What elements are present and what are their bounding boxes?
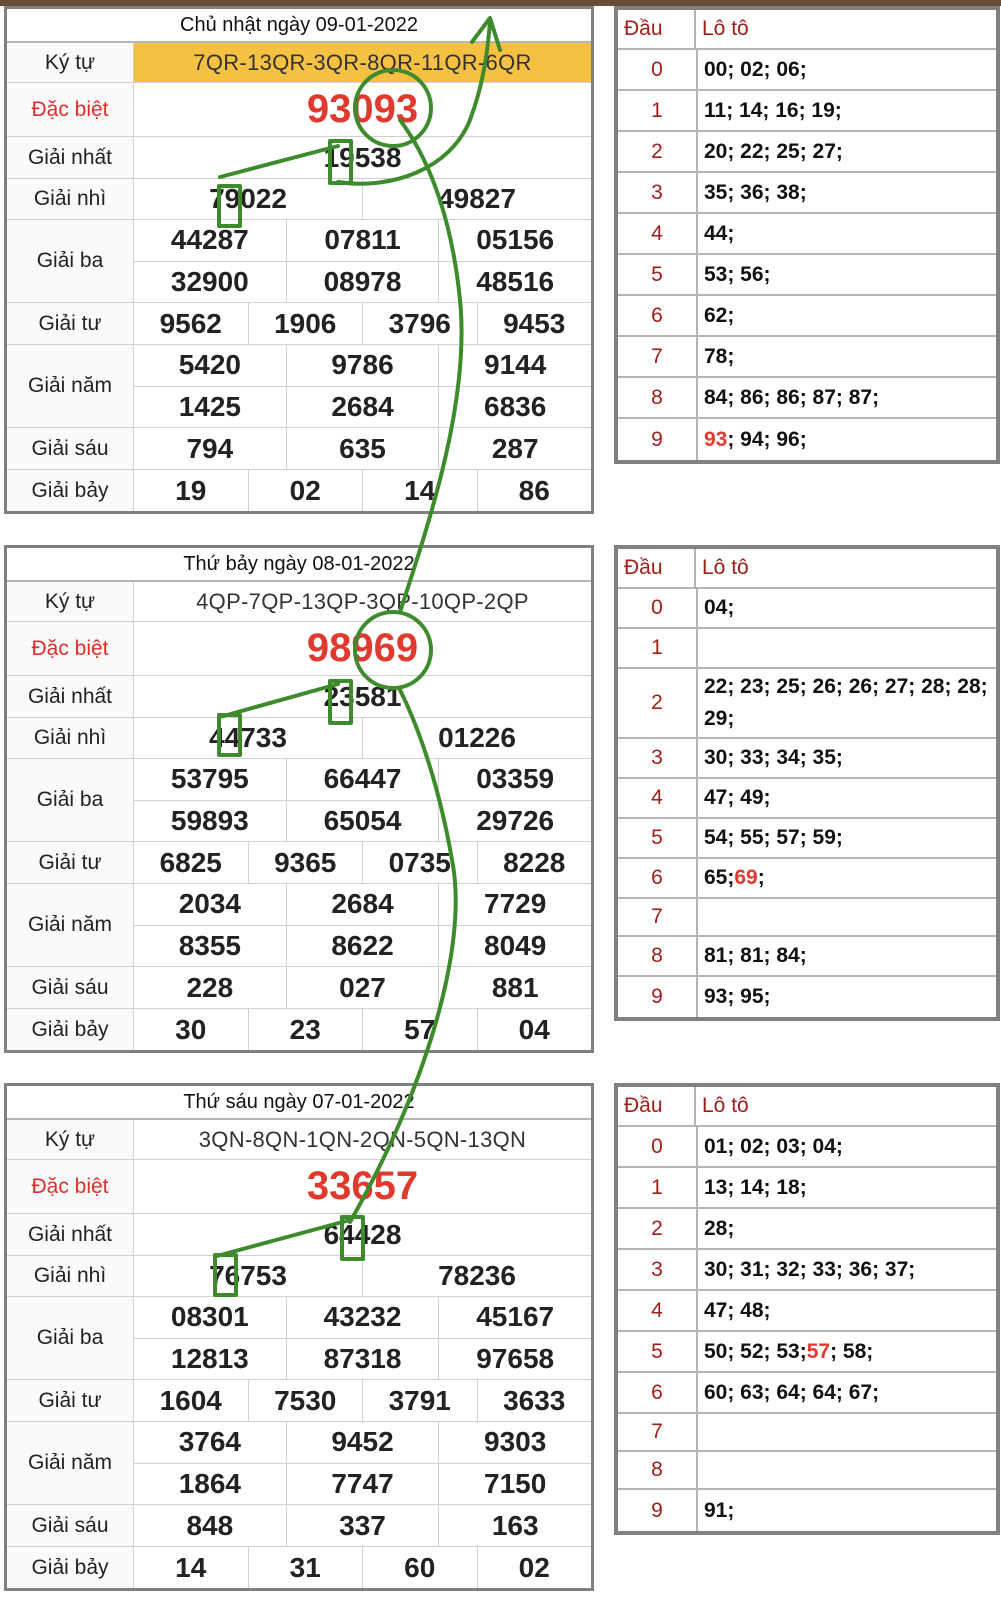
loto-values: 30; 33; 34; 35;	[704, 746, 843, 769]
dacbiet-row	[7, 83, 591, 137]
giai-ba-row	[7, 759, 591, 842]
dau-digit: 5	[618, 1332, 698, 1371]
giai-ba-label: Giải ba	[7, 220, 134, 302]
giai-tu-value: 3791	[362, 1380, 477, 1421]
loto-header-label: Lô tô	[702, 17, 749, 40]
loto-values: 84; 86; 86; 87; 87;	[704, 385, 880, 409]
loto-values	[698, 629, 996, 667]
giai-sau-value: 794	[186, 432, 234, 464]
loto-prefix: 65;	[704, 866, 735, 889]
dacbiet-label: Đặc biệt	[7, 83, 134, 136]
giai-ba-value: 66447	[286, 759, 439, 800]
loto-row	[618, 1250, 996, 1291]
giai-tu-row	[7, 842, 591, 884]
giai-ba-row	[7, 220, 591, 303]
dau-digit: 6	[618, 296, 698, 335]
giai-sau-value: 337	[286, 1505, 439, 1546]
giai-ba-value: 08301	[170, 1301, 249, 1333]
dau-digit: 5	[618, 255, 698, 294]
giai-tu-value: 3796	[362, 303, 477, 344]
loto-row	[618, 629, 996, 669]
giai-bay-value: 57	[362, 1009, 477, 1050]
result-table-2022-01-08	[4, 545, 594, 1053]
loto-prefix: 50; 52; 53;	[704, 1339, 807, 1363]
giai-bay-value: 14	[362, 470, 477, 511]
loto-header	[618, 10, 996, 50]
loto-row	[618, 296, 996, 337]
giai-nhi-value: 76753	[209, 1260, 287, 1291]
giai-nam-label: Giải năm	[7, 345, 134, 427]
giai-sau-value: 163	[438, 1505, 591, 1546]
giai-bay-label: Giải bảy	[7, 1547, 134, 1588]
giai-ba-value: 12813	[170, 1342, 249, 1374]
dau-digit: 8	[618, 378, 698, 417]
dau-digit: 6	[618, 1373, 698, 1412]
loto-table-2022-01-09	[614, 6, 1000, 464]
kytu-label: Ký tự	[7, 43, 134, 82]
giai-nam-value: 9452	[286, 1422, 439, 1463]
giai-nhi-label: Giải nhì	[7, 179, 134, 219]
dau-digit: 9	[618, 419, 698, 460]
giai-tu-row	[7, 1380, 591, 1422]
loto-row	[618, 1490, 996, 1531]
loto-suffix: ; 58;	[830, 1339, 874, 1363]
giai-nhi-value: 78236	[362, 1256, 591, 1296]
giai-sau-value: 027	[286, 967, 439, 1008]
giai-nhi-row	[7, 1256, 591, 1297]
giai-nam-value: 8622	[286, 926, 439, 967]
giai-tu-value: 9562	[159, 307, 222, 339]
dau-header: Đầu	[618, 549, 696, 587]
loto-values: 35; 36; 38;	[704, 180, 807, 204]
giai-ba-label: Giải ba	[7, 1297, 134, 1379]
loto-values	[698, 859, 996, 897]
dau-digit: 7	[618, 899, 698, 935]
giai-bay-row	[7, 470, 591, 511]
giai-nhat-row	[7, 676, 591, 718]
loto-row	[618, 859, 996, 899]
loto-values: 04;	[704, 596, 735, 619]
loto-highlight: 57	[806, 1339, 831, 1363]
loto-values: 81; 81; 84;	[704, 944, 807, 967]
dau-digit: 1	[618, 91, 698, 130]
giai-ba-label: Giải ba	[7, 759, 134, 841]
giai-nam-value: 6836	[438, 387, 591, 428]
loto-table-2022-01-07	[614, 1083, 1000, 1535]
dau-digit: 9	[618, 1490, 698, 1531]
dau-digit: 7	[618, 1414, 698, 1450]
giai-ba-value: 48516	[438, 262, 591, 303]
giai-bay-value: 19	[175, 474, 207, 506]
loto-values: 22; 23; 25; 26; 26; 27; 28; 28; 29;	[704, 675, 988, 730]
giai-nhi-row	[7, 179, 591, 220]
dau-digit: 4	[618, 214, 698, 253]
dau-digit: 8	[618, 937, 698, 975]
loto-values: 00; 02; 06;	[704, 57, 807, 81]
dau-digit: 0	[618, 589, 698, 627]
loto-row	[618, 899, 996, 937]
giai-nam-value: 7729	[438, 884, 591, 925]
giai-tu-value: 8228	[477, 842, 592, 883]
giai-bay-value: 14	[175, 1551, 207, 1583]
giai-ba-value: 44287	[170, 224, 249, 256]
loto-suffix: ; 94; 96;	[727, 427, 807, 451]
loto-values	[698, 419, 996, 460]
giai-nam-value: 5420	[178, 349, 241, 381]
loto-row	[618, 1127, 996, 1168]
loto-row	[618, 1209, 996, 1250]
loto-values	[698, 1452, 996, 1488]
giai-sau-label: Giải sáu	[7, 1505, 134, 1546]
loto-row	[618, 214, 996, 255]
giai-bay-value: 60	[362, 1547, 477, 1588]
giai-ba-value: 87318	[286, 1339, 439, 1380]
giai-sau-value: 287	[438, 428, 591, 469]
loto-row	[618, 589, 996, 629]
loto-values: 13; 14; 18;	[704, 1175, 807, 1199]
giai-nhat-label: Giải nhất	[7, 1214, 134, 1255]
giai-nam-value: 2684	[286, 387, 439, 428]
giai-nhi-label: Giải nhì	[7, 1256, 134, 1296]
loto-row	[618, 378, 996, 419]
dau-digit: 4	[618, 779, 698, 817]
giai-tu-value: 1604	[159, 1384, 222, 1416]
loto-suffix: ;	[757, 866, 765, 889]
giai-nhi-value: 01226	[362, 718, 591, 758]
dau-digit: 1	[618, 1168, 698, 1207]
giai-ba-value: 03359	[438, 759, 591, 800]
giai-nhat-value: 23581	[323, 680, 402, 712]
giai-tu-value: 3633	[477, 1380, 592, 1421]
giai-nhat-row	[7, 137, 591, 179]
loto-values: 11; 14; 16; 19;	[704, 98, 842, 122]
giai-nam-row	[7, 884, 591, 967]
giai-nhat-value: 64428	[323, 1218, 402, 1250]
giai-nam-value: 9303	[438, 1422, 591, 1463]
giai-ba-value: 29726	[438, 801, 591, 842]
giai-ba-value: 45167	[438, 1297, 591, 1338]
giai-ba-value: 32900	[170, 265, 249, 297]
dau-digit: 6	[618, 859, 698, 897]
loto-row	[618, 1168, 996, 1209]
giai-sau-value: 228	[186, 971, 234, 1003]
giai-tu-value: 9365	[248, 842, 363, 883]
dau-digit: 4	[618, 1291, 698, 1330]
giai-nhat-row	[7, 1214, 591, 1256]
giai-bay-value: 02	[477, 1547, 592, 1588]
kytu-row	[7, 43, 591, 83]
loto-row	[618, 1414, 996, 1452]
kytu-value: 3QN-8QN-1QN-2QN-5QN-13QN	[198, 1126, 527, 1152]
giai-nam-value: 8355	[178, 929, 241, 961]
loto-values: 60; 63; 64; 64; 67;	[704, 1380, 880, 1404]
giai-ba-value: 53795	[170, 763, 249, 795]
giai-nam-row	[7, 1422, 591, 1505]
loto-values: 91;	[704, 1498, 735, 1522]
dau-digit: 7	[618, 337, 698, 376]
dau-header: Đầu	[618, 1087, 696, 1125]
giai-nam-row	[7, 345, 591, 428]
result-table-2022-01-07	[4, 1083, 594, 1591]
dau-digit: 2	[618, 1209, 698, 1248]
giai-nam-value: 1864	[178, 1467, 241, 1499]
giai-sau-value: 635	[286, 428, 439, 469]
giai-bay-row	[7, 1009, 591, 1050]
loto-row	[618, 419, 996, 460]
dacbiet-label: Đặc biệt	[7, 1160, 134, 1213]
giai-tu-label: Giải tư	[7, 842, 134, 883]
loto-values: 47; 49;	[704, 786, 771, 809]
giai-sau-label: Giải sáu	[7, 967, 134, 1008]
dau-digit: 8	[618, 1452, 698, 1488]
giai-nam-value: 3764	[178, 1426, 241, 1458]
dau-header: Đầu	[618, 10, 696, 48]
giai-nam-label: Giải năm	[7, 884, 134, 966]
result-table-2022-01-09	[4, 6, 594, 514]
loto-table-2022-01-08	[614, 545, 1000, 1021]
giai-nam-value: 2034	[178, 888, 241, 920]
dacbiet-row	[7, 1160, 591, 1214]
loto-row	[618, 337, 996, 378]
loto-values: 53; 56;	[704, 262, 771, 286]
loto-values: 54; 55; 57; 59;	[704, 826, 843, 849]
dacbiet-value: 98969	[306, 626, 419, 670]
giai-bay-value: 23	[248, 1009, 363, 1050]
loto-row	[618, 937, 996, 977]
giai-sau-value: 881	[438, 967, 591, 1008]
loto-values: 20; 22; 25; 27;	[704, 139, 843, 163]
giai-nam-label: Giải năm	[7, 1422, 134, 1504]
giai-tu-value: 1906	[248, 303, 363, 344]
dacbiet-value: 93093	[306, 87, 419, 131]
giai-nhi-value: 49827	[362, 179, 591, 219]
loto-row	[618, 91, 996, 132]
giai-ba-value: 08978	[286, 262, 439, 303]
kytu-label: Ký tự	[7, 582, 134, 621]
giai-nhi-value: 79022	[209, 183, 287, 214]
loto-values: 01; 02; 03; 04;	[704, 1134, 843, 1158]
giai-nam-value: 7150	[438, 1464, 591, 1505]
dacbiet-value: 33657	[306, 1164, 419, 1208]
dacbiet-row	[7, 622, 591, 676]
loto-row	[618, 779, 996, 819]
dau-digit: 2	[618, 669, 698, 737]
giai-nam-value: 9786	[286, 345, 439, 386]
giai-sau-value: 848	[186, 1509, 234, 1541]
giai-nhi-row	[7, 718, 591, 759]
loto-values: 78;	[704, 344, 735, 368]
giai-tu-value: 7530	[248, 1380, 363, 1421]
loto-values: 62;	[704, 303, 735, 327]
kytu-label: Ký tự	[7, 1120, 134, 1159]
giai-ba-value: 59893	[170, 804, 249, 836]
giai-ba-row	[7, 1297, 591, 1380]
loto-row	[618, 1452, 996, 1490]
giai-bay-value: 02	[248, 470, 363, 511]
giai-tu-value: 9453	[477, 303, 592, 344]
result-date-title: Chủ nhật ngày 09-01-2022	[7, 9, 591, 43]
giai-bay-label: Giải bảy	[7, 470, 134, 511]
loto-row	[618, 1291, 996, 1332]
giai-ba-value: 43232	[286, 1297, 439, 1338]
giai-sau-row	[7, 1505, 591, 1547]
loto-row	[618, 739, 996, 779]
giai-nhi-label: Giải nhì	[7, 718, 134, 758]
giai-ba-value: 65054	[286, 801, 439, 842]
loto-row	[618, 1373, 996, 1414]
giai-tu-label: Giải tư	[7, 303, 134, 344]
loto-header-label: Lô tô	[702, 556, 749, 579]
dacbiet-label: Đặc biệt	[7, 622, 134, 675]
giai-tu-label: Giải tư	[7, 1380, 134, 1421]
loto-values: 30; 31; 32; 33; 36; 37;	[704, 1257, 916, 1281]
dau-digit: 2	[618, 132, 698, 171]
loto-values	[698, 899, 996, 935]
giai-tu-value: 0735	[362, 842, 477, 883]
dau-digit: 5	[618, 819, 698, 857]
loto-values: 44;	[704, 221, 735, 245]
giai-ba-value: 05156	[438, 220, 591, 261]
giai-nhat-value: 19538	[323, 141, 402, 173]
loto-highlight: 69	[734, 866, 758, 889]
dau-digit: 0	[618, 50, 698, 89]
giai-bay-value: 30	[175, 1013, 207, 1045]
giai-nhat-label: Giải nhất	[7, 676, 134, 717]
loto-highlight: 93	[704, 427, 728, 451]
loto-values	[698, 1414, 996, 1450]
loto-values: 93; 95;	[704, 985, 771, 1008]
loto-header-label: Lô tô	[702, 1094, 749, 1117]
loto-header	[618, 1087, 996, 1127]
kytu-row	[7, 1120, 591, 1160]
giai-nam-value: 8049	[438, 926, 591, 967]
dau-digit: 3	[618, 1250, 698, 1289]
giai-ba-value: 07811	[286, 220, 439, 261]
loto-row	[618, 173, 996, 214]
kytu-value: 4QP-7QP-13QP-3QP-10QP-2QP	[196, 588, 529, 614]
dau-digit: 0	[618, 1127, 698, 1166]
loto-header	[618, 549, 996, 589]
result-date-title: Thứ bảy ngày 08-01-2022	[7, 548, 591, 582]
giai-nhat-label: Giải nhất	[7, 137, 134, 178]
loto-values: 47; 48;	[704, 1298, 771, 1322]
giai-nam-value: 9144	[438, 345, 591, 386]
dau-digit: 3	[618, 739, 698, 777]
loto-row	[618, 132, 996, 173]
giai-nam-value: 7747	[286, 1464, 439, 1505]
giai-sau-row	[7, 428, 591, 470]
giai-bay-row	[7, 1547, 591, 1588]
giai-nam-value: 1425	[178, 390, 241, 422]
giai-nhi-value: 44733	[209, 722, 287, 753]
loto-values: 28;	[704, 1216, 735, 1240]
loto-row	[618, 669, 996, 739]
loto-row	[618, 977, 996, 1017]
kytu-row	[7, 582, 591, 622]
result-date-title: Thứ sáu ngày 07-01-2022	[7, 1086, 591, 1120]
dau-digit: 3	[618, 173, 698, 212]
loto-row	[618, 819, 996, 859]
dau-digit: 1	[618, 629, 698, 667]
giai-nam-value: 2684	[286, 884, 439, 925]
loto-row	[618, 255, 996, 296]
giai-bay-label: Giải bảy	[7, 1009, 134, 1050]
loto-values	[698, 1332, 996, 1371]
giai-sau-row	[7, 967, 591, 1009]
loto-row	[618, 50, 996, 91]
giai-bay-value: 86	[477, 470, 592, 511]
giai-tu-row	[7, 303, 591, 345]
giai-bay-value: 31	[248, 1547, 363, 1588]
giai-ba-value: 97658	[438, 1339, 591, 1380]
giai-bay-value: 04	[477, 1009, 592, 1050]
giai-sau-label: Giải sáu	[7, 428, 134, 469]
giai-tu-value: 6825	[159, 846, 222, 878]
loto-row	[618, 1332, 996, 1373]
kytu-value: 7QR-13QR-3QR-8QR-11QR-6QR	[134, 43, 591, 82]
dau-digit: 9	[618, 977, 698, 1017]
